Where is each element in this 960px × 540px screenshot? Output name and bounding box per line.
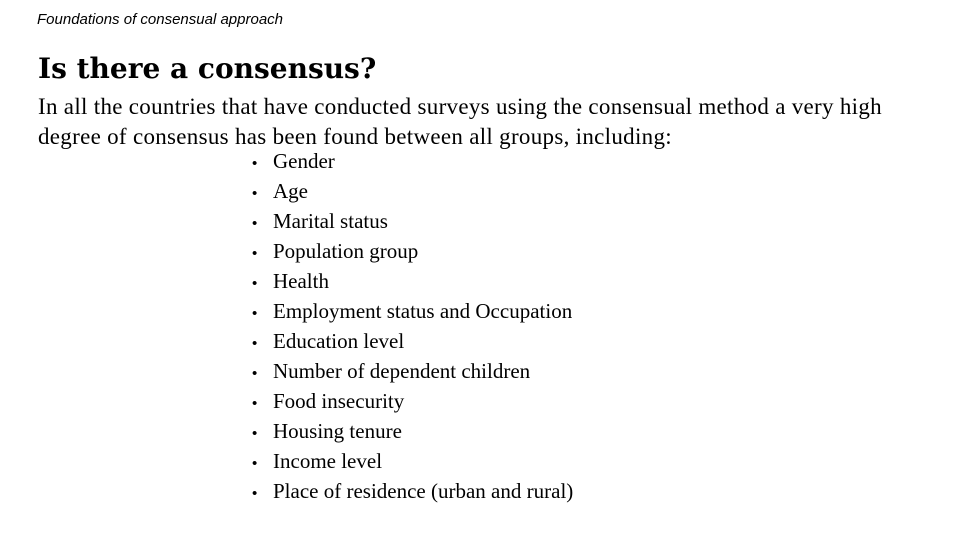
- list-item-label: Marital status: [273, 209, 388, 233]
- group-list: [252, 146, 573, 506]
- list-item-label: Health: [273, 269, 329, 293]
- bullet-icon: •: [252, 395, 258, 412]
- bullet-icon: •: [252, 335, 258, 352]
- bullet-icon: •: [252, 155, 258, 172]
- list-item-label: Employment status and Occupation: [273, 299, 573, 323]
- list-item: [252, 356, 573, 386]
- bullet-icon: •: [252, 425, 258, 442]
- list-item: [252, 416, 573, 446]
- section-label: Foundations of consensual approach: [37, 11, 284, 28]
- bullet-icon: •: [252, 245, 258, 262]
- list-item: [252, 206, 573, 236]
- list-item: [252, 326, 573, 356]
- list-item-label: Gender: [273, 149, 335, 173]
- list-item-label: Education level: [273, 329, 405, 353]
- list-item-label: Housing tenure: [273, 419, 402, 443]
- list-item: [252, 476, 573, 506]
- slide-title: Is there a consensus?: [38, 52, 377, 85]
- list-item-label: Number of dependent children: [273, 359, 531, 383]
- bullet-icon: •: [252, 275, 258, 292]
- list-item: [252, 236, 573, 266]
- list-item-label: Age: [273, 179, 308, 203]
- bullet-icon: •: [252, 215, 258, 232]
- list-item: [252, 446, 573, 476]
- bullet-icon: •: [252, 185, 258, 202]
- list-item: [252, 266, 573, 296]
- list-item: [252, 296, 573, 326]
- list-item-label: Food insecurity: [273, 389, 405, 413]
- bullet-icon: •: [252, 485, 258, 502]
- list-item-label: Income level: [273, 449, 383, 473]
- list-item: [252, 386, 573, 416]
- bullet-icon: •: [252, 455, 258, 472]
- list-item-label: Place of residence (urban and rural): [273, 479, 574, 503]
- list-item: [252, 176, 573, 206]
- bullet-icon: •: [252, 305, 258, 322]
- list-item: [252, 146, 573, 176]
- intro-paragraph: In all the countries that have conducted surveys using the consensual method a very high degree of consensus has been found between all groups, including:: [38, 94, 882, 149]
- list-item-label: Population group: [273, 239, 419, 263]
- bullet-icon: •: [252, 365, 258, 382]
